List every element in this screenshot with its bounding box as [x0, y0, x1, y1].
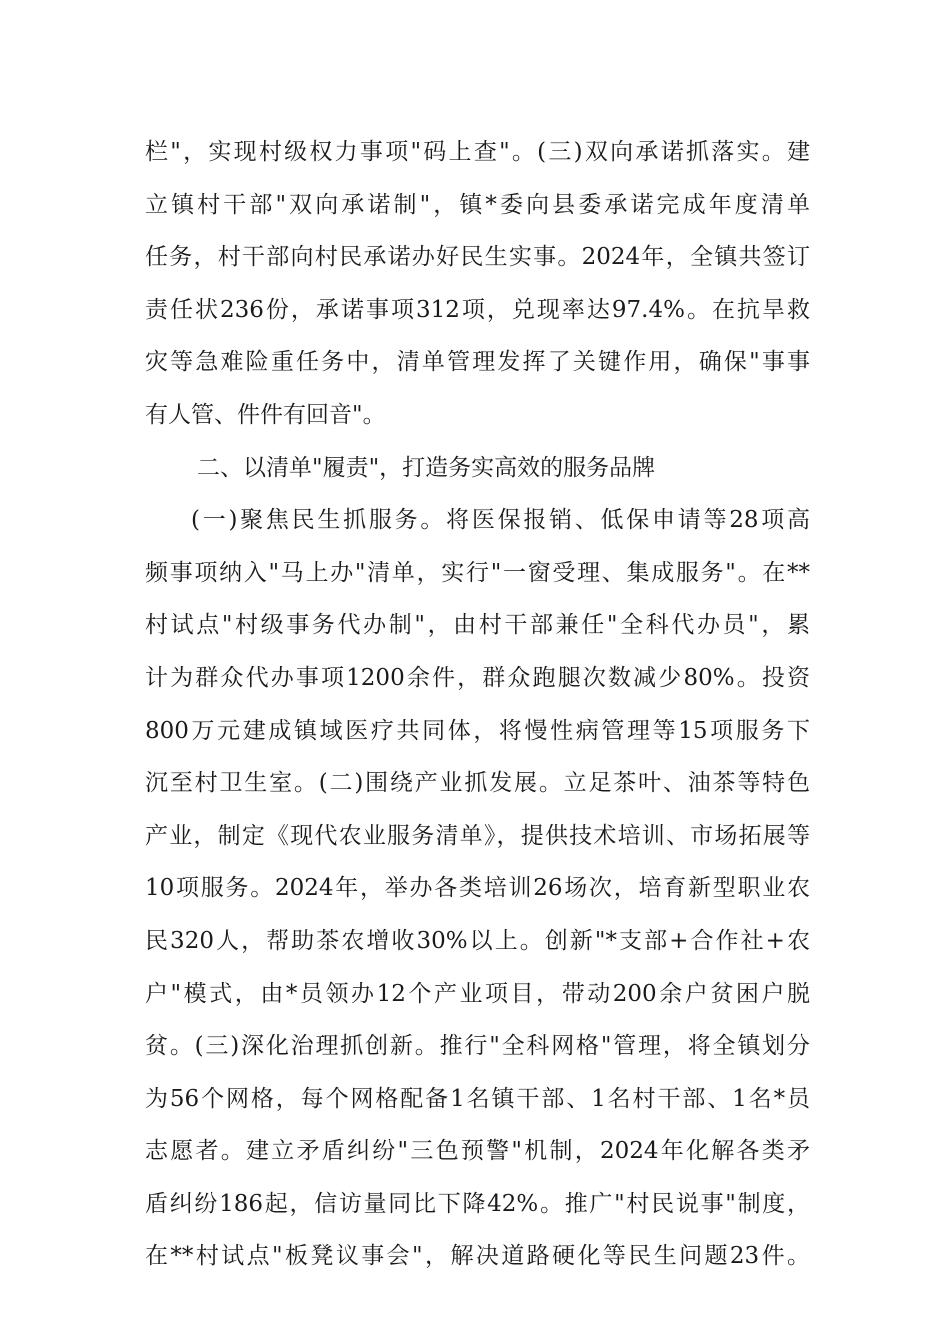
- text-line: 有人管、件件有回音"。: [145, 401, 386, 428]
- text-line: 村试点"村级事务代办制"，由村干部兼任"全科代办员"，累: [145, 612, 810, 639]
- text-line: 10项服务。2024年，举办各类培训26场次，培育新型职业农: [145, 875, 810, 902]
- text-line: 志愿者。建立矛盾纠纷"三色预警"机制，2024年化解各类矛: [145, 1138, 810, 1165]
- text-line: 栏"，实现村级权力事项"码上查"。(三)双向承诺抓落实。建: [145, 139, 810, 165]
- text-line: 800万元建成镇域医疗共同体，将慢性病管理等15项服务下: [145, 717, 810, 744]
- text-line: 责任状236份，承诺事项312项，兑现率达97.4%。在抗旱救: [145, 296, 810, 323]
- text-line: 任务，村干部向村民承诺办好民生实事。2024年，全镇共签订: [145, 244, 810, 271]
- text-line: 在**村试点"板凳议事会"，解决道路硬化等民生问题23件。: [145, 1243, 810, 1270]
- text-line: 产业，制定《现代农业服务清单》，提供技术培训、市场拓展等: [145, 822, 810, 849]
- text-line: 贫。(三)深化治理抓创新。推行"全科网格"管理，将全镇划分: [145, 1033, 810, 1060]
- text-line: 立镇村干部"双向承诺制"，镇*委向县委承诺完成年度清单: [145, 191, 810, 218]
- text-line: (一)聚焦民生抓服务。将医保报销、低保申请等28项高: [191, 507, 810, 534]
- text-line: 沉至村卫生室。(二)围绕产业抓发展。立足茶叶、油茶等特色: [145, 770, 810, 797]
- text-line: 为56个网格，每个网格配备1名镇干部、1名村干部、1名*员: [145, 1085, 810, 1112]
- text-line: 民320人，帮助茶农增收30%以上。创新"*支部+合作社+农: [145, 927, 810, 954]
- document-body: [145, 126, 810, 1283]
- text-line: 计为群众代办事项1200余件，群众跑腿次数减少80%。投资: [145, 664, 810, 691]
- text-line: 盾纠纷186起，信访量同比下降42%。推广"村民说事"制度，: [145, 1190, 810, 1217]
- text-line: 频事项纳入"马上办"清单，实行"一窗受理、集成服务"。在**: [145, 559, 810, 586]
- text-line: 灾等急难险重任务中，清单管理发挥了关键作用，确保"事事: [145, 349, 810, 376]
- text-line: 户"模式，由*员领办12个产业项目，带动200余户贫困户脱: [145, 980, 810, 1007]
- section-heading: 二、以清单"履责"，打造务实高效的服务品牌: [197, 454, 656, 481]
